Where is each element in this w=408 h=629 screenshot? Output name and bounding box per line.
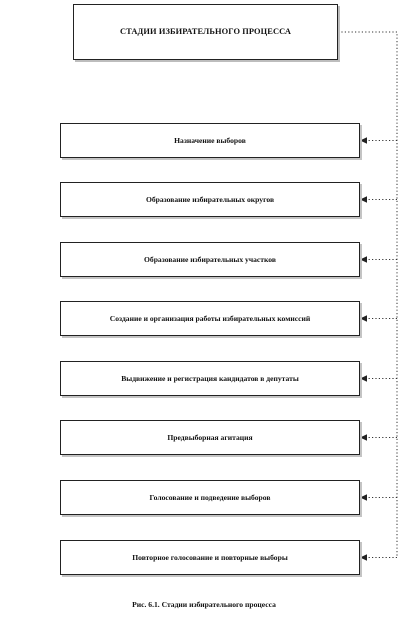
stage-label: Образование избирательных участков xyxy=(143,254,276,264)
arrowhead xyxy=(360,196,367,202)
stage-label: Предвыборная агитация xyxy=(167,432,253,442)
arrowhead xyxy=(360,256,367,262)
stage-label: Назначение выборов xyxy=(174,135,246,145)
arrowhead xyxy=(360,137,367,143)
stage-box xyxy=(60,480,360,515)
stage-label: Повторное голосование и повторные выборы xyxy=(132,552,288,562)
stage-label: Образование избирательных округов xyxy=(145,194,275,204)
figure-caption: Рис. 6.1. Стадии избирательного процесса xyxy=(132,600,276,609)
stage-label: Голосование и подведение выборов xyxy=(149,492,271,502)
arrowhead xyxy=(360,434,367,440)
stage-label: Создание и организация работы избирательных комиссий xyxy=(109,313,311,323)
arrowhead xyxy=(360,375,367,381)
stage-box xyxy=(60,182,360,217)
stage-box xyxy=(60,420,360,455)
stage-box xyxy=(60,242,360,277)
header-box xyxy=(73,4,338,60)
arrowhead xyxy=(360,494,367,500)
stage-box xyxy=(60,301,360,336)
stage-box xyxy=(60,361,360,396)
connector-trunk xyxy=(338,32,397,558)
stage-label: Выдвижение и регистрация кандидатов в депутаты xyxy=(121,373,299,383)
stage-box xyxy=(60,123,360,158)
arrowhead xyxy=(360,554,367,560)
header-title: СТАДИИ ИЗБИРАТЕЛЬНОГО ПРОЦЕССА xyxy=(119,26,291,36)
arrowhead xyxy=(360,315,367,321)
stage-box xyxy=(60,540,360,575)
